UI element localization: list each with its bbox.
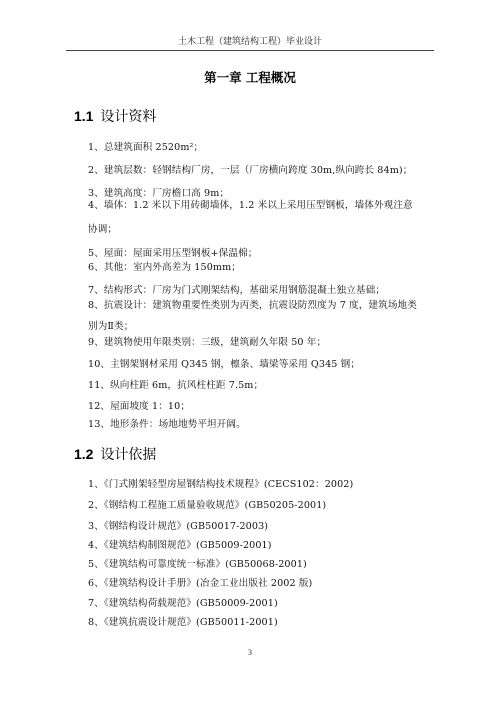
- design-data-item-continuation: 别为Ⅱ类；: [88, 321, 134, 332]
- design-data-item: 7、结构形式：厂房为门式刚架结构，基础采用钢筋混凝土独立基础；: [88, 285, 386, 296]
- design-basis-item: 7、《建筑结构荷载规范》(GB50009-2001): [88, 598, 278, 609]
- design-data-item: 9、建筑物使用年限类别：三级，建筑耐久年限 50 年；: [88, 337, 327, 348]
- design-data-item-continuation: 协调；: [88, 224, 118, 235]
- design-basis-item: 6、《建筑结构设计手册》(冶金工业出版社 2002 版): [88, 578, 313, 589]
- header-rule: [66, 50, 434, 51]
- section-title: 设计依据: [100, 447, 157, 463]
- page-header: 土木工程（建筑结构工程）毕业设计: [177, 37, 322, 47]
- design-basis-item: 2、《钢结构工程施工质量验收规范》(GB50205-2001): [88, 500, 327, 511]
- design-basis-item: 4、《建筑结构制图规范》(GB5009-2001): [88, 540, 272, 551]
- design-data-item: 11、纵向柱距 6m，抗风柱柱距 7.5m；: [88, 380, 264, 391]
- design-data-item: 4、墙体：1.2 米以下用砖砌墙体，1.2 米以上采用压型钢板，墙体外观注意: [88, 200, 413, 211]
- design-data-item: 13、地形条件：场地地势平坦开阔。: [88, 419, 246, 430]
- page-number: 3: [248, 648, 252, 657]
- design-basis-item: 5、《建筑结构可靠度统一标准》(GB50068-2001): [88, 559, 307, 570]
- section-number: 1.2: [74, 446, 94, 462]
- design-data-item: 12、屋面坡度 1：10；: [88, 401, 191, 412]
- design-basis-item: 1、《门式刚架轻型房屋钢结构技术规程》(CECS102：2002): [88, 479, 354, 490]
- section-heading-1-2: [74, 444, 156, 464]
- design-data-item: 5、屋面：屋面采用压型钢板+保温棉；: [88, 248, 258, 259]
- design-basis-item: 3、《钢结构设计规范》(GB50017-2003): [88, 521, 269, 532]
- section-heading-1-1: [74, 106, 156, 126]
- section-title: 设计资料: [100, 109, 157, 125]
- design-data-item: 6、其他：室内外高差为 150mm；: [88, 262, 241, 273]
- design-data-item: 8、抗震设计：建筑物重要性类别为丙类，抗震设防烈度为 7 度，建筑场地类: [88, 300, 417, 311]
- design-data-item: 3、建筑高度：厂房檐口高 9m；: [88, 188, 230, 199]
- chapter-title: 第一章 工程概况: [204, 70, 296, 85]
- design-data-item: 2、建筑层数：轻钢结构厂房，一层（厂房横向跨度 30m,纵向跨长 84m)；: [88, 165, 413, 176]
- design-data-item: 1、总建筑面积 2520m²；: [88, 142, 204, 153]
- design-basis-item: 8、《建筑抗震设计规范》(GB50011-2001): [88, 617, 278, 628]
- section-number: 1.1: [74, 108, 94, 124]
- design-data-item: 10、主钢架钢材采用 Q345 钢，檩条、墙梁等采用 Q345 钢；: [88, 359, 361, 370]
